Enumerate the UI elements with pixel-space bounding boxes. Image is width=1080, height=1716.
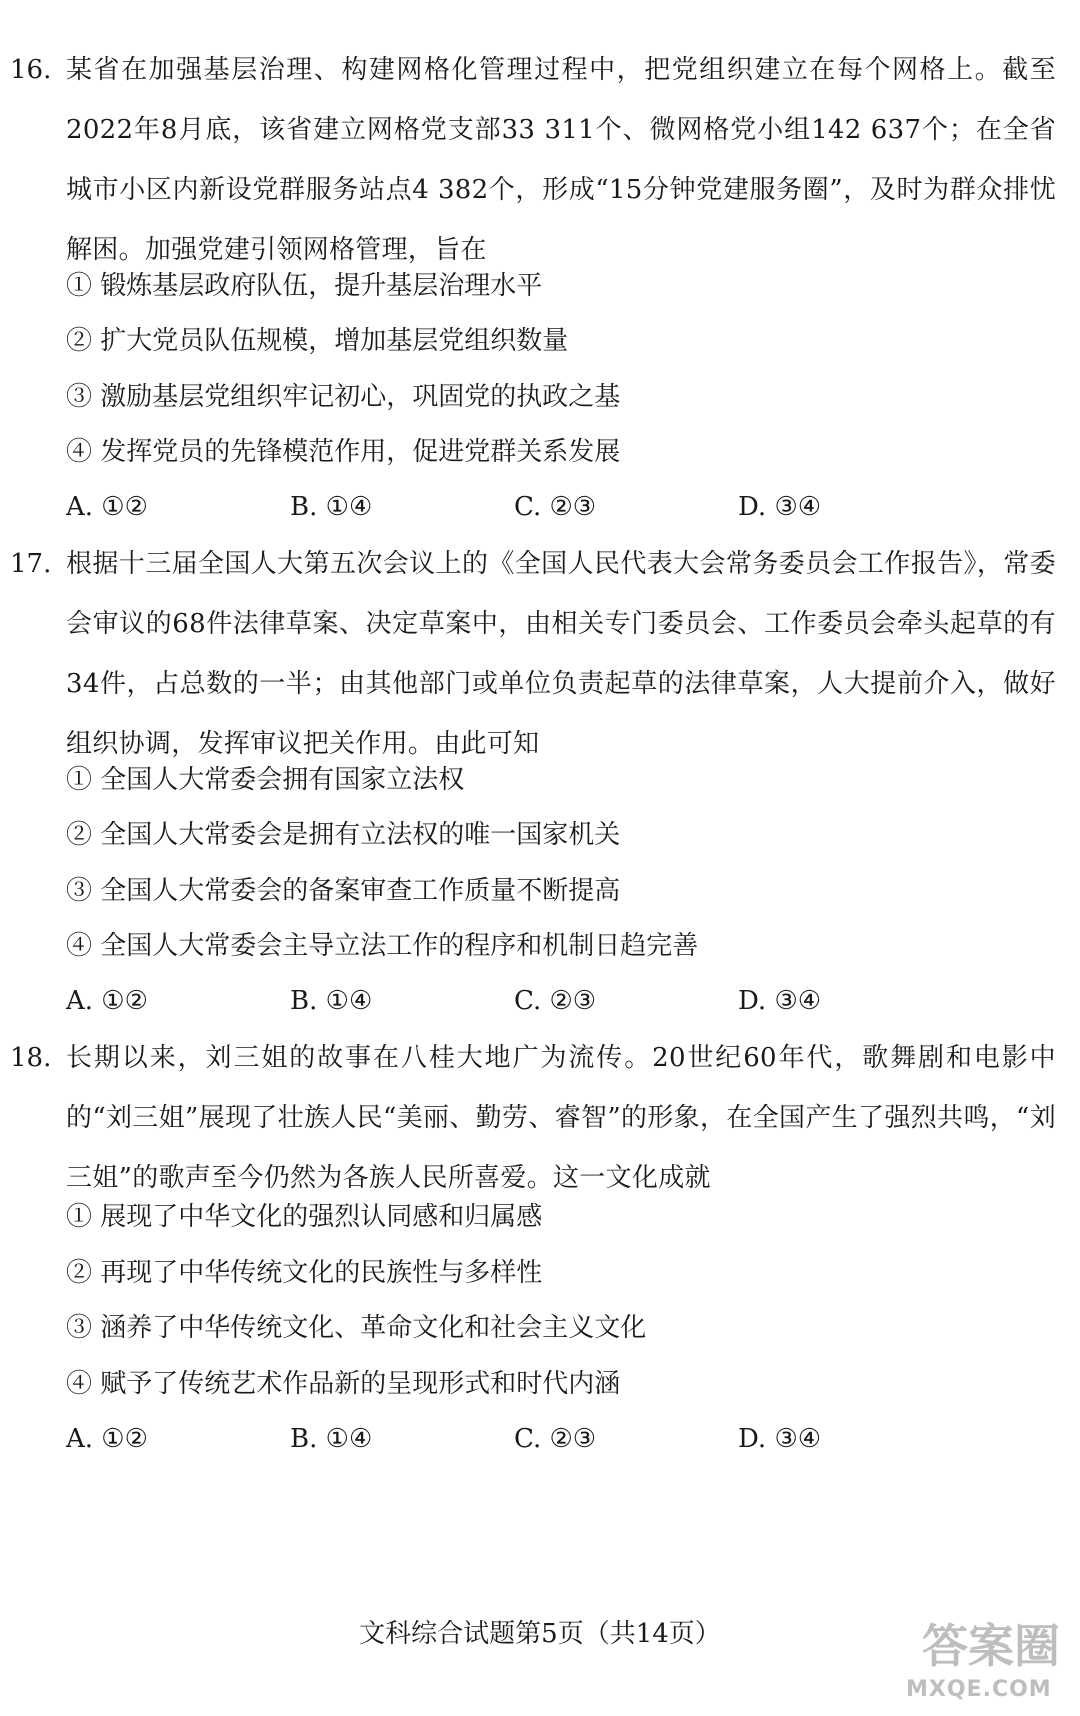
choice-d[interactable]: D. ③④	[738, 492, 822, 522]
option-4: ④ 发挥党员的先锋模范作用，促进党群关系发展	[66, 437, 621, 467]
choice-c[interactable]: C. ②③	[514, 492, 597, 522]
question-stem: 某省在加强基层治理、构建网格化管理过程中，把党组织建立在每个网格上。截至2022年8月底，该省建立网格党支部33 311个、微网格党小组142 637个；在全省城市小区内新设党群服务站点4 382个，形成“15分钟党建服务圈”，及时为群众排忧解困。加强党建引领网格管理，旨在	[66, 55, 1056, 265]
question-stem: 长期以来，刘三姐的故事在八桂大地广为流传。20世纪60年代，歌舞剧和电影中的“刘三姐”展现了壮族人民“美丽、勤劳、睿智”的形象，在全国产生了强烈共鸣，“刘三姐”的歌声至今仍然为各族人民所喜爱。这一文化成就	[66, 1043, 1056, 1193]
choice-b[interactable]: B. ①④	[290, 492, 373, 522]
answer-choices	[66, 981, 1056, 1021]
option-1: ① 展现了中华文化的强烈认同感和归属感	[66, 1202, 543, 1232]
choice-d[interactable]: D. ③④	[738, 1424, 822, 1454]
option-4: ④ 全国人大常委会主导立法工作的程序和机制日趋完善	[66, 931, 699, 961]
page-footer: 文科综合试题第5页（共14页）	[359, 1619, 721, 1649]
question-stem: 根据十三届全国人大第五次会议上的《全国人民代表大会常务委员会工作报告》，常委会审议的68件法律草案、决定草案中，由相关专门委员会、工作委员会牵头起草的有34件，占总数的一半；由其他部门或单位负责起草的法律草案，人大提前介入，做好组织协调，发挥审议把关作用。由此可知	[66, 549, 1056, 759]
choice-c[interactable]: C. ②③	[514, 1424, 597, 1454]
option-3: ③ 涵养了中华传统文化、革命文化和社会主义文化	[66, 1313, 647, 1343]
choice-c[interactable]: C. ②③	[514, 986, 597, 1016]
choice-b[interactable]: B. ①④	[290, 1424, 373, 1454]
question-number: 18.	[10, 1043, 52, 1073]
choice-a[interactable]: A. ①②	[66, 986, 148, 1016]
question-number: 17.	[10, 549, 52, 579]
answer-choices	[66, 1419, 1056, 1459]
option-2: ② 全国人大常委会是拥有立法权的唯一国家机关	[66, 820, 621, 850]
choice-d[interactable]: D. ③④	[738, 986, 822, 1016]
answer-choices	[66, 487, 1056, 527]
option-2: ② 再现了中华传统文化的民族性与多样性	[66, 1258, 543, 1288]
option-1: ① 锻炼基层政府队伍，提升基层治理水平	[66, 271, 543, 301]
option-1: ① 全国人大常委会拥有国家立法权	[66, 765, 465, 795]
choice-b[interactable]: B. ①④	[290, 986, 373, 1016]
watermark-text: 答案圈	[922, 1619, 1060, 1673]
option-2: ② 扩大党员队伍规模，增加基层党组织数量	[66, 326, 569, 356]
option-4: ④ 赋予了传统艺术作品新的呈现形式和时代内涵	[66, 1369, 621, 1399]
question-number: 16.	[10, 55, 52, 85]
choice-a[interactable]: A. ①②	[66, 1424, 148, 1454]
option-3: ③ 全国人大常委会的备案审查工作质量不断提高	[66, 876, 621, 906]
watermark-logo	[900, 1618, 1070, 1710]
option-3: ③ 激励基层党组织牢记初心，巩固党的执政之基	[66, 382, 621, 412]
choice-a[interactable]: A. ①②	[66, 492, 148, 522]
watermark-url: MXQE.COM	[906, 1677, 1052, 1702]
